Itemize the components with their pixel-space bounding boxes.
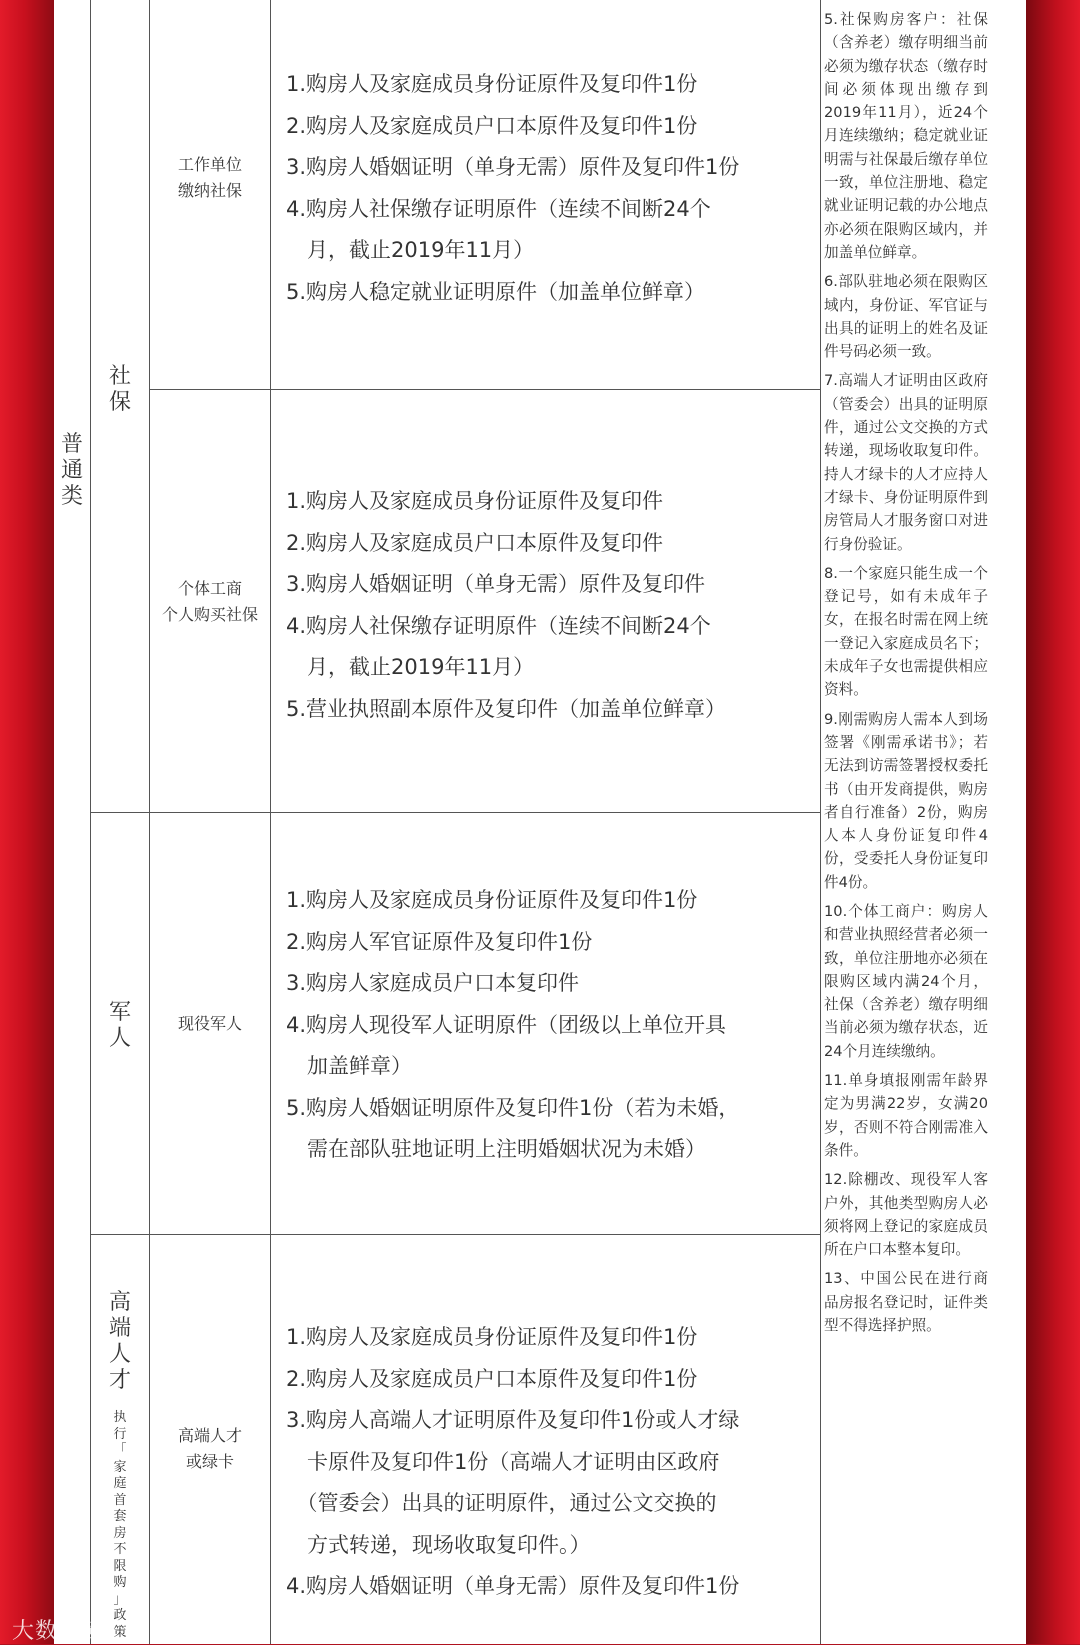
subcat-self-employed: 个体工商 个人购买社保: [161, 579, 258, 624]
col-line-3: [270, 0, 271, 1644]
notes-column: [824, 8, 988, 1343]
policy-char: 执: [113, 1410, 127, 1425]
requirement-item: 4.购房人婚姻证明（单身无需）原件及复印件1份: [286, 1574, 740, 1598]
group-char: 端: [108, 1316, 131, 1341]
note-item: 6.部队驻地必须在限购区域内，身份证、军官证与出具的证明上的姓名及证件号码必须一致。: [824, 273, 988, 361]
requirement-item: 2.购房人及家庭成员户口本原件及复印件: [286, 530, 664, 555]
group-label-talent-policy: [112, 1410, 128, 1641]
requirement-item: 4.购房人社保缴存证明原件（连续不间断24个: [286, 196, 711, 221]
requirement-item: 2.购房人及家庭成员户口本原件及复印件1份: [286, 1366, 698, 1391]
category-label: [58, 432, 86, 510]
requirement-item: 卡原件及复印件1份（高端人才证明由区政府: [286, 1449, 720, 1474]
policy-table: [54, 0, 1026, 1644]
requirement-item: （管委会）出具的证明原件，通过公文交换的: [286, 1491, 717, 1515]
subcat-work-unit: 工作单位 缴纳社保: [177, 155, 242, 200]
group-char: 高: [108, 1290, 131, 1315]
requirements-talent-card: [286, 1317, 806, 1608]
group-char: 保: [108, 390, 131, 415]
note-item: 11.单身填报刚需年龄界定为男满22岁，女满20岁，否则不符合刚需准入条件。: [824, 1072, 988, 1159]
requirements-self-employed: [286, 481, 806, 730]
subcat-active-military: 现役军人: [177, 1014, 242, 1033]
group-label-military: [106, 1000, 134, 1052]
policy-char: 行: [113, 1426, 127, 1442]
note-item: 13、中国公民在进行商品房报名登记时，证件类型不得选择护照。: [824, 1270, 988, 1335]
requirement-item: 2.购房人及家庭成员户口本原件及复印件1份: [286, 113, 698, 138]
note-item: 10.个体工商户：购房人和营业执照经营者必须一致，单位注册地亦必须在限购区域内满24个月，社保（含养老）缴存明细当前必须为缴存状态，近24个月连续缴纳。: [824, 902, 988, 1060]
group-char: 人: [108, 1026, 131, 1051]
policy-char: 首: [113, 1492, 127, 1508]
row-line-2: [90, 812, 820, 813]
requirement-item: 方式转递，现场收取复印件。）: [286, 1532, 591, 1557]
requirements-active-military: [286, 880, 806, 1171]
requirement-item: 1.购房人及家庭成员身份证原件及复印件1份: [286, 1325, 698, 1349]
right-red-border: [1026, 0, 1080, 1644]
policy-char: 房: [113, 1525, 127, 1541]
policy-char: 」: [113, 1591, 127, 1607]
group-char: 人: [108, 1342, 131, 1367]
requirement-item: 3.购房人家庭成员户口本复印件: [286, 971, 580, 995]
policy-char: 购: [113, 1575, 127, 1590]
note-item: 12.除棚改、现役军人客户外，其他类型购房人必须将网上登记的家庭成员所在户口本整本复印。: [824, 1171, 988, 1259]
requirement-item: 1.购房人及家庭成员身份证原件及复印件1份: [286, 72, 698, 96]
requirement-item: 4.购房人现役军人证明原件（团级以上单位开具: [286, 1012, 727, 1037]
requirement-item: 加盖鲜章）: [286, 1054, 412, 1078]
note-item: 8.一个家庭只能生成一个登记号，如有未成年子女，在报名时需在网上统一登记入家庭成员名下；未成年子女也需提供相应资料。: [824, 564, 988, 699]
policy-char: 不: [113, 1542, 127, 1557]
policy-char: 限: [113, 1558, 127, 1574]
category-char: 类: [60, 484, 83, 509]
group-char: 社: [108, 364, 131, 389]
requirement-item: 3.购房人婚姻证明（单身无需）原件及复印件: [286, 572, 706, 596]
requirement-item: 需在部队驻地证明上注明婚姻状况为未婚）: [286, 1137, 706, 1161]
row-line-3: [90, 1234, 820, 1235]
requirement-item: 月，截止2019年11月）: [286, 655, 535, 679]
requirement-item: 1.购房人及家庭成员身份证原件及复印件: [286, 489, 664, 513]
category-char: 通: [60, 458, 83, 483]
col-line-4: [820, 0, 821, 1644]
policy-char: 庭: [113, 1476, 127, 1491]
requirement-item: 5.购房人稳定就业证明原件（加盖单位鲜章）: [286, 279, 706, 304]
col-line-1: [90, 0, 91, 1644]
subcat-talent-card: 高端人才 或绿卡: [177, 1426, 242, 1471]
requirement-item: 3.购房人高端人才证明原件及复印件1份或人才绿: [286, 1408, 740, 1432]
watermark-text: 大数跨境: [12, 1619, 105, 1644]
requirements-work-unit: [286, 64, 806, 313]
requirement-item: 5.购房人婚姻证明原件及复印件1份（若为未婚，: [286, 1095, 740, 1120]
group-char: 军: [108, 1000, 131, 1025]
policy-char: 家: [113, 1459, 127, 1475]
policy-char: 策: [113, 1624, 127, 1640]
row-line-1: [149, 389, 820, 390]
policy-char: 套: [113, 1509, 127, 1524]
requirement-item: 月，截止2019年11月）: [286, 238, 535, 262]
requirement-item: 4.购房人社保缴存证明原件（连续不间断24个: [286, 613, 711, 638]
group-label-social-insurance: [106, 364, 134, 416]
category-char: 普: [60, 432, 83, 457]
col-line-2: [149, 0, 150, 1644]
requirement-item: 3.购房人婚姻证明（单身无需）原件及复印件1份: [286, 155, 740, 179]
note-item: 5.社保购房客户：社保（含养老）缴存明细当前必须为缴存状态（缴存时间必须体现出缴存到2019年11月），近24个月连续缴纳；稳定就业证明需与社保最后缴存单位一致，单位注册地、稳定就业证明记载的办公地点亦必须在限购区域内，并加盖单位鲜章。: [824, 11, 988, 261]
left-red-border: [0, 0, 54, 1644]
requirement-item: 1.购房人及家庭成员身份证原件及复印件1份: [286, 888, 698, 912]
requirement-item: 5.营业执照副本原件及复印件（加盖单位鲜章）: [286, 696, 727, 721]
requirement-item: 2.购房人军官证原件及复印件1份: [286, 929, 593, 954]
group-label-talent: [106, 1290, 134, 1394]
group-char: 才: [108, 1368, 131, 1393]
policy-char: 政: [113, 1608, 127, 1623]
policy-char: 「: [113, 1443, 127, 1458]
note-item: 9.刚需购房人需本人到场签署《刚需承诺书》；若无法到访需签署授权委托书（由开发商提供，购房者自行准备）2份，购房人本人身份证复印件4份，受委托人身份证复印件4份。: [824, 710, 988, 891]
note-item: 7.高端人才证明由区政府（管委会）出具的证明原件，通过公文交换的方式转递，现场收取复印件。持人才绿卡的人才应持人才绿卡、身份证明原件到房管局人才服务窗口对进行身份验证。: [824, 372, 988, 553]
